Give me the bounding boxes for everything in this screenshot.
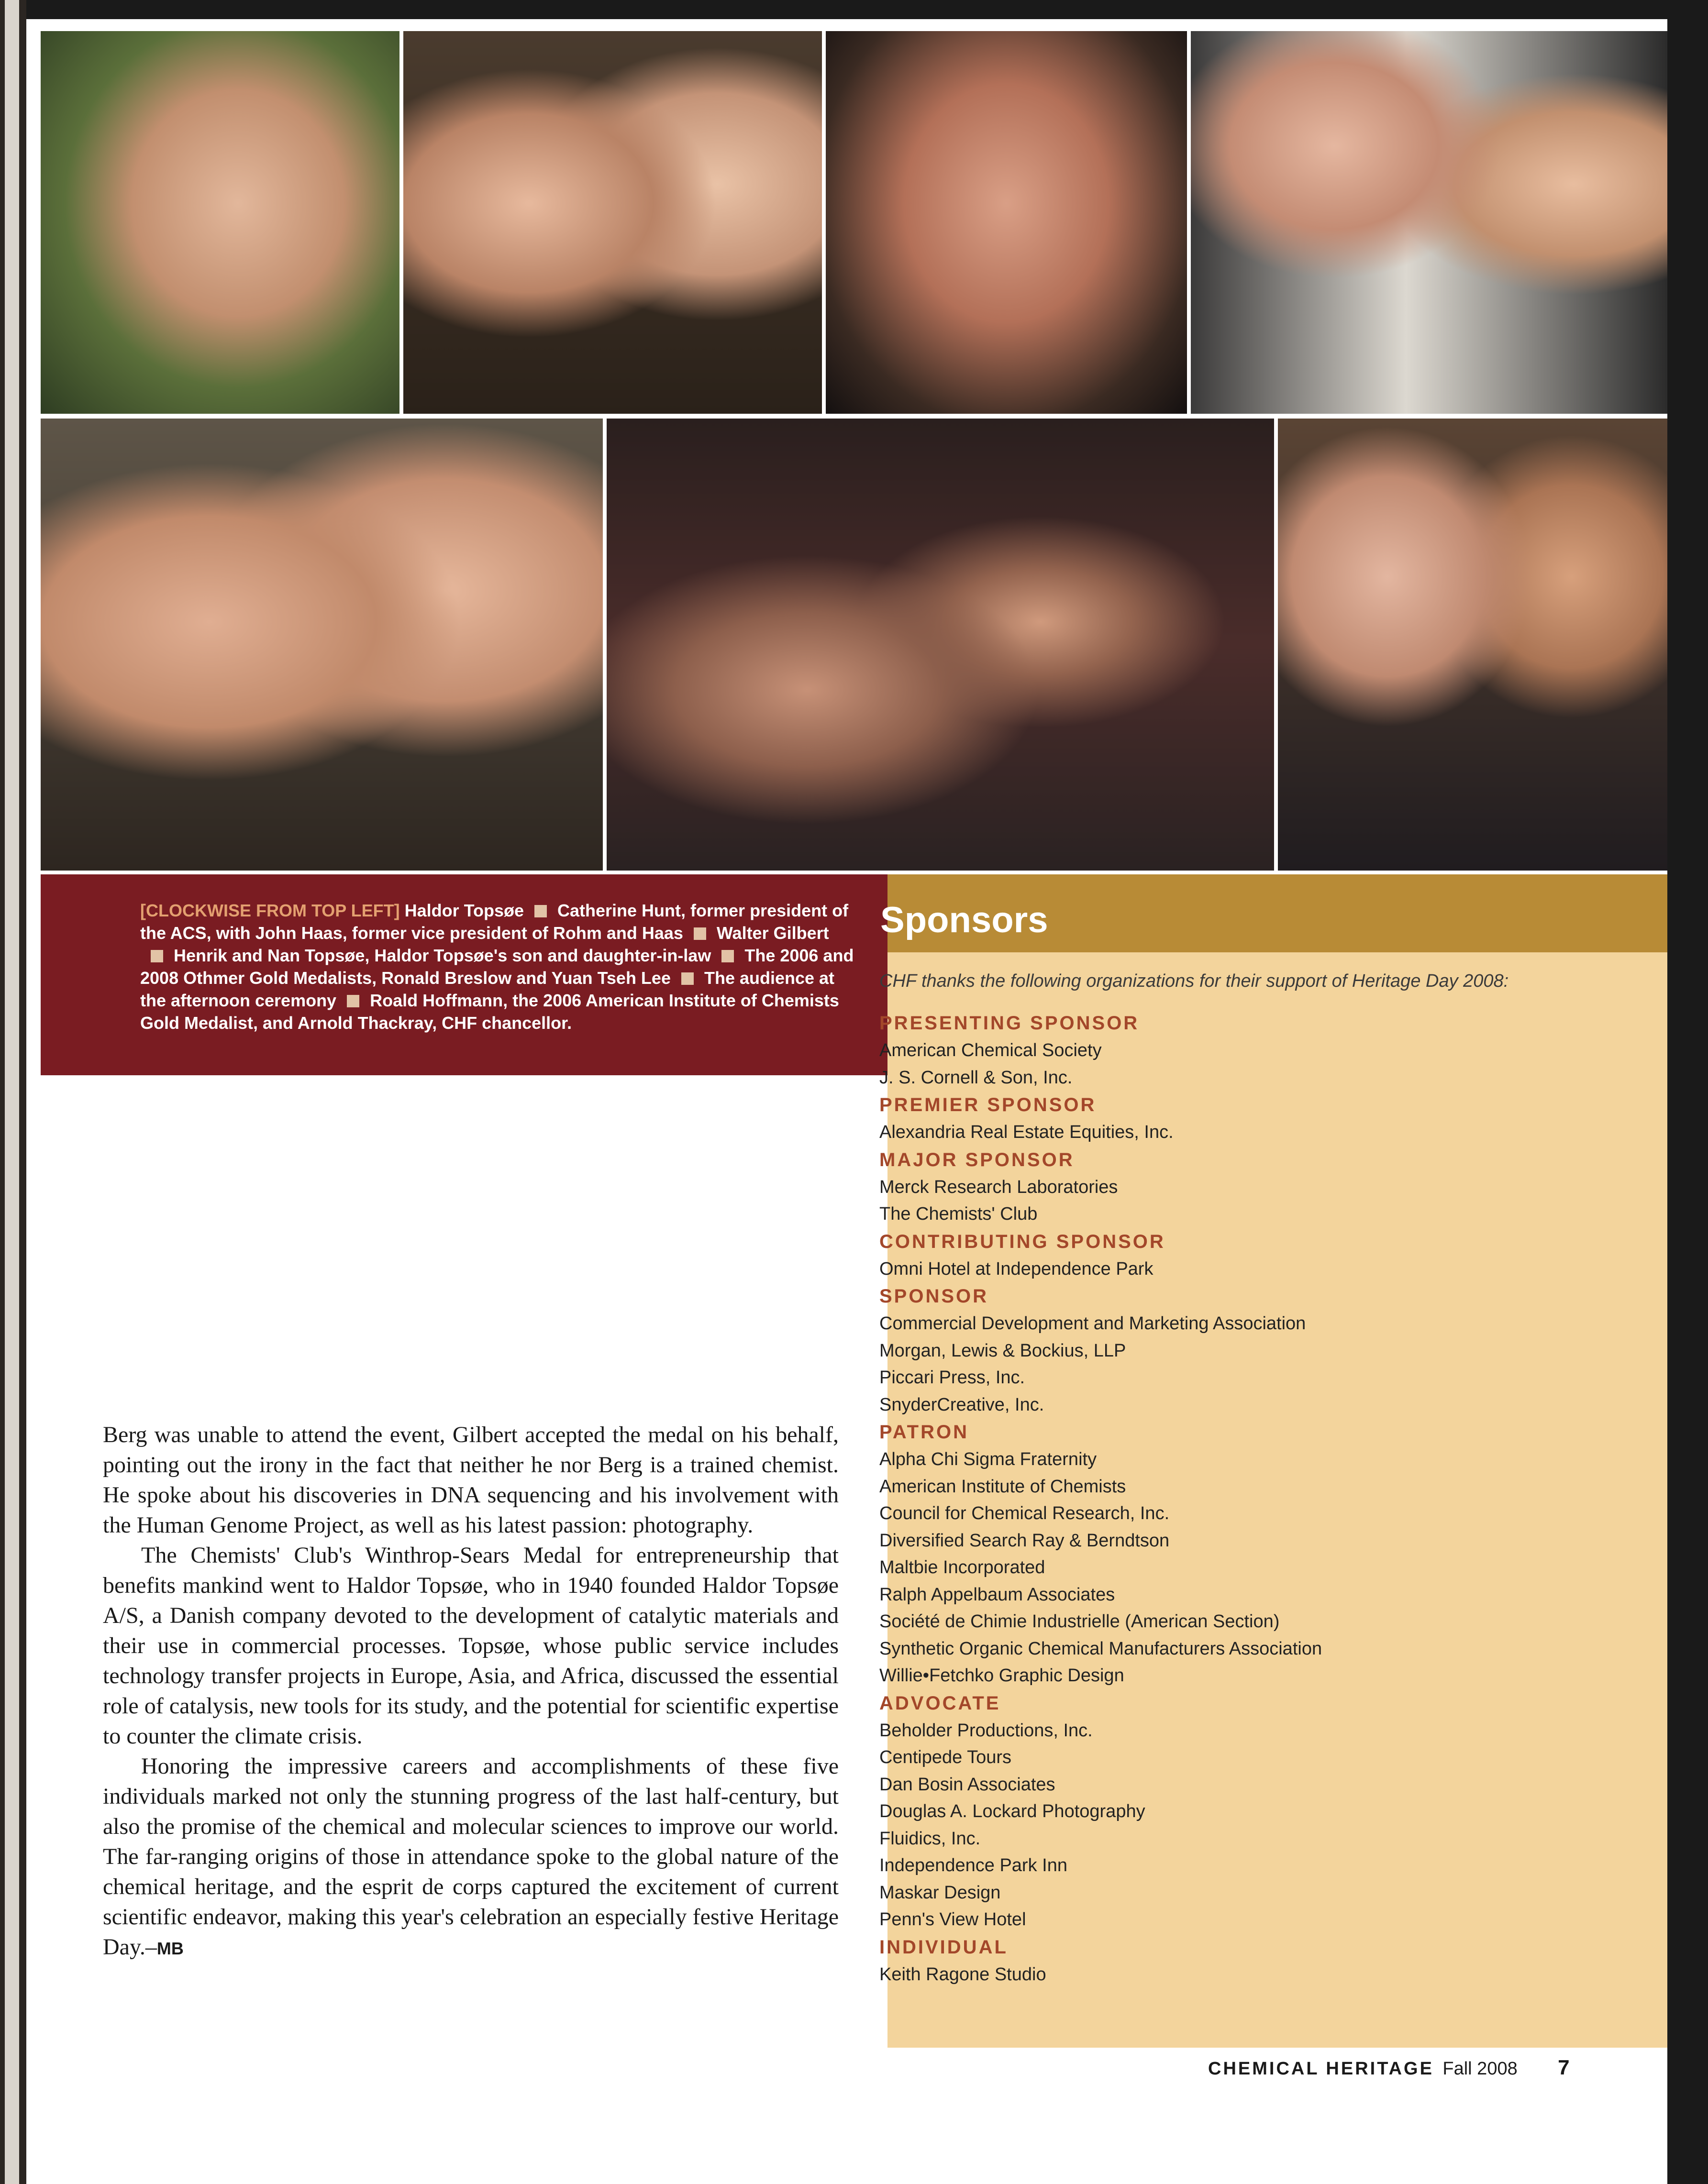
square-bullet-icon: [721, 950, 734, 962]
sponsor-name: Merck Research Laboratories: [879, 1177, 1118, 1197]
sponsor-name: Council for Chemical Research, Inc.: [879, 1503, 1170, 1523]
page-footer: [1208, 2056, 1570, 2080]
sponsor-name: American Chemical Society: [879, 1040, 1102, 1060]
article-paragraph-last: [103, 1751, 839, 1963]
magazine-name: CHEMICAL HERITAGE: [1208, 2059, 1434, 2079]
issue-date: Fall 2008: [1442, 2059, 1518, 2079]
sponsor-name: Maltbie Incorporated: [879, 1557, 1045, 1577]
caption-item: The 2006 and 2008 Othmer Gold Medalists, Ronald Breslow and Yuan Tseh Lee: [140, 946, 854, 988]
sponsor-name: Centipede Tours: [879, 1747, 1012, 1767]
sponsor-tier-heading: PRESENTING SPONSOR: [879, 1013, 1140, 1034]
caption-lead: [CLOCKWISE FROM TOP LEFT]: [140, 901, 400, 920]
sponsor-tier-heading: MAJOR SPONSOR: [879, 1149, 1075, 1170]
sponsor-name: Independence Park Inn: [879, 1855, 1067, 1875]
sponsor-name: Commercial Development and Marketing Association: [879, 1313, 1306, 1334]
square-bullet-icon: [534, 905, 547, 917]
sponsor-tier-heading: PATRON: [879, 1422, 969, 1443]
sponsor-name: American Institute of Chemists: [879, 1476, 1126, 1497]
sponsor-name: Dan Bosin Associates: [879, 1774, 1055, 1795]
article-body: [103, 1420, 839, 1963]
sponsor-tier-heading: ADVOCATE: [879, 1692, 1001, 1714]
facing-page-edge: [0, 0, 26, 2184]
sponsor-tier-heading: INDIVIDUAL: [879, 1936, 1008, 1958]
caption-item: Haldor Topsøe: [404, 901, 524, 920]
binding-strip: [5, 0, 19, 2184]
sponsor-tier-heading: PREMIER SPONSOR: [879, 1094, 1097, 1115]
sponsor-name: Piccari Press, Inc.: [879, 1368, 1025, 1388]
sponsor-name: Beholder Productions, Inc.: [879, 1720, 1093, 1741]
sponsor-name: J. S. Cornell & Son, Inc.: [879, 1067, 1073, 1088]
caption-item: The audience at the afternoon ceremony: [140, 968, 835, 1010]
sponsor-name: Alpha Chi Sigma Fraternity: [879, 1449, 1097, 1469]
sponsor-name: Synthetic Organic Chemical Manufacturers Association: [879, 1638, 1322, 1659]
caption-item: Catherine Hunt, former president of the ACS, with John Haas, former vice president of Rohm and Haas: [140, 901, 849, 943]
sponsor-tier-heading: CONTRIBUTING SPONSOR: [879, 1231, 1165, 1252]
sponsor-name: Diversified Search Ray & Berndtson: [879, 1530, 1170, 1551]
article-paragraph: The Chemists' Club's Winthrop-Sears Medal for entrepreneurship that benefits mankind went to Haldor Topsøe, who in 1940 founded Haldor Topsøe A/S, a Danish company devoted to the development of catalytic materials and their use in commercial processes. Topsøe, whose public service includes technology transfer projects in Europe, Asia, and Africa, discussed the essential role of catalysis, new tools for its study, and the potential for scientific expertise to counter the climate crisis.: [103, 1543, 839, 1749]
photo-hoffmann-thackray: [1278, 419, 1667, 871]
sponsor-name: Morgan, Lewis & Bockius, LLP: [879, 1340, 1126, 1361]
sponsor-name: The Chemists' Club: [879, 1204, 1038, 1224]
sponsor-name: Keith Ragone Studio: [879, 1964, 1046, 1985]
sponsor-tier-heading: SPONSOR: [879, 1286, 989, 1307]
caption-item: Roald Hoffmann, the 2006 American Institute of Chemists Gold Medalist, and Arnold Thackray, CHF chancellor.: [140, 991, 839, 1033]
sponsor-name: Penn's View Hotel: [879, 1909, 1026, 1930]
author-initials: MB: [156, 1939, 184, 1958]
photo-audience: [607, 419, 1274, 871]
photo-haldor-topsoe: [41, 31, 399, 414]
sponsor-name: Omni Hotel at Independence Park: [879, 1258, 1153, 1279]
square-bullet-icon: [694, 927, 706, 940]
sponsor-list: [879, 1009, 1626, 1988]
sponsor-name: SnyderCreative, Inc.: [879, 1394, 1044, 1415]
photo-breslow-lee: [41, 419, 603, 871]
square-bullet-icon: [347, 995, 359, 1007]
caption-item: Henrik and Nan Topsøe, Haldor Topsøe's son and daughter-in-law: [174, 946, 711, 965]
article-paragraph-text: Honoring the impressive careers and accomplishments of these five individuals marked not only the stunning progress of the last half-century, but also the promise of the chemical and molecular sciences to improve our world. The far-ranging origins of those in attendance spoke to the global nature of the chemical heritage, and the esprit de corps captured the excitement of current scientific endeavor, making this year's celebration an especially festive Heritage Day.–: [103, 1754, 839, 1960]
sponsor-name: Douglas A. Lockard Photography: [879, 1801, 1145, 1821]
square-bullet-icon: [681, 972, 694, 985]
sponsor-name: Willie•Fetchko Graphic Design: [879, 1666, 1124, 1686]
sponsors-thanks: CHF thanks the following organizations for their support of Heritage Day 2008:: [879, 971, 1509, 991]
photo-caption: [41, 874, 887, 1075]
photo-walter-gilbert: [826, 31, 1187, 414]
sponsor-name: Ralph Appelbaum Associates: [879, 1584, 1115, 1605]
caption-item: Walter Gilbert: [716, 923, 829, 943]
sponsor-name: Société de Chimie Industrielle (American Section): [879, 1611, 1280, 1632]
square-bullet-icon: [151, 950, 163, 962]
article-paragraph: Berg was unable to attend the event, Gilbert accepted the medal on his behalf, pointing out the irony in the fact that neither he nor Berg is a trained chemist. He spoke about his discoveries in DNA sequencing and his involvement with the Human Genome Project, as well as his latest passion: photography.: [103, 1422, 839, 1538]
photo-henrik-nan-topsoe: [1191, 31, 1667, 414]
sponsor-name: Maskar Design: [879, 1882, 1001, 1903]
page-number: 7: [1558, 2056, 1570, 2079]
sponsors-title: Sponsors: [880, 900, 1048, 940]
photo-catherine-hunt-john-haas: [403, 31, 822, 414]
sponsor-name: Alexandria Real Estate Equities, Inc.: [879, 1122, 1174, 1142]
sponsor-name: Fluidics, Inc.: [879, 1828, 981, 1849]
